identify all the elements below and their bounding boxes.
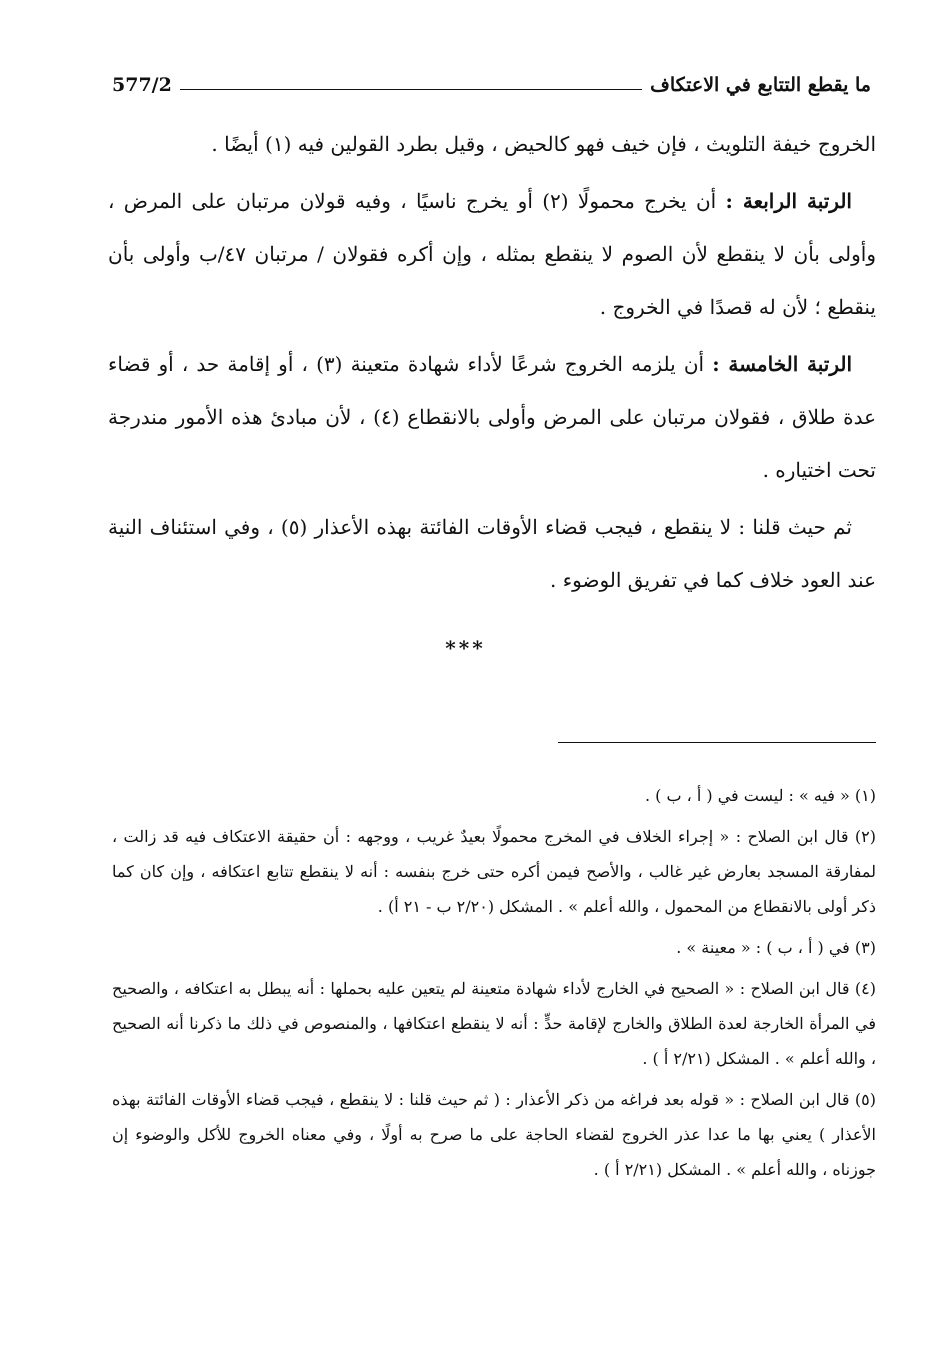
chapter-title: ما يقطع التتابع في الاعتكاف: [650, 74, 871, 96]
page-number: 577/2: [112, 74, 172, 96]
footnote-rule: [558, 742, 876, 743]
header-rule: [180, 89, 642, 90]
term-fifth-rank: الرتبة الخامسة :: [712, 352, 853, 376]
footnote-2: (٢) قال ابن الصلاح : « إجراء الخلاف في المخرج محمولًا بعيدٌ غريب ، ووجهه : أن حقيقة الاعتكاف فيه قد زالت ، لمفارقة المسجد بعارض غير غالب ، والأصح فيمن أكره حتى خرج بنفسه : أنه لا ينقطع تتابع اعتكافه ، وإن كان كما ذكر أولى بالانقطاع من المحمول ، والله أعلم » . المشكل (٢/٢٠ ب - ٢١ أ) .: [112, 827, 876, 916]
running-header: [112, 68, 871, 102]
footnote-3: (٣) في ( أ ، ب ) : « معينة » .: [676, 938, 876, 957]
footnote-4: (٤) قال ابن الصلاح : « الصحيح في الخارج لأداء شهادة متعينة لم يتعين عليه بحملها : أنه يبطل به اعتكافه ، والصحيح في المرأة الخارجة لعدة الطلاق والخارج لإقامة حدٍّ : أنه لا ينقطع اعتكافها ، والمنصوص في ذلك ما ذكرنا أنه الصحيح ، والله أعلم » . المشكل (٢/٢١ أ ) .: [112, 979, 877, 1068]
term-fourth-rank: الرتبة الرابعة :: [725, 189, 852, 213]
section-separator: ***: [445, 636, 486, 660]
footnote-1: (١) « فيه » : ليست في ( أ ، ب ) .: [644, 786, 876, 805]
footnotes: [112, 778, 876, 1193]
paragraph-3: [108, 338, 876, 497]
paragraph-2-text: أن يخرج محمولًا (٢) أو يخرج ناسيًا ، وفيه قولان مرتبان على المرض ، وأولى بأن لا ينقطع لأن الصوم لا ينقطع بمثله ، وإن أكره فقولان / مرتبان ٤٧/ب وأولى بأن ينقطع ؛ لأن له قصدًا في الخروج .: [108, 189, 877, 319]
paragraph-2: [108, 175, 876, 334]
footnote-5: (٥) قال ابن الصلاح : « قوله بعد فراغه من ذكر الأعذار : ( ثم حيث قلنا : لا ينقطع ، فيجب قضاء الأوقات الفائتة بهذه الأعذار ) يعني بها ما عدا عذر الخروج لقضاء الحاجة على ما صرح به أولًا ، وفي معناه الخروج للأكل والوضوء إن جوزناه ، والله أعلم » . المشكل (٢/٢١ أ ) .: [112, 1090, 876, 1179]
paragraph-1: الخروج خيفة التلويث ، فإن خيف فهو كالحيض ، وقيل بطرد القولين فيه (١) أيضًا .: [211, 132, 876, 156]
paragraph-3-text: أن يلزمه الخروج شرعًا لأداء شهادة متعينة (٣) ، أو إقامة حد ، أو قضاء عدة طلاق ، فقولان مرتبان على المرض وأولى بالانقطاع (٤) ، لأن مبادئ هذه الأمور مندرجة تحت اختياره .: [108, 352, 877, 482]
paragraph-4: ثم حيث قلنا : لا ينقطع ، فيجب قضاء الأوقات الفائتة بهذه الأعذار (٥) ، وفي استئناف النية عند العود خلاف كما في تفريق الوضوء .: [108, 515, 876, 592]
main-text: [108, 118, 876, 611]
